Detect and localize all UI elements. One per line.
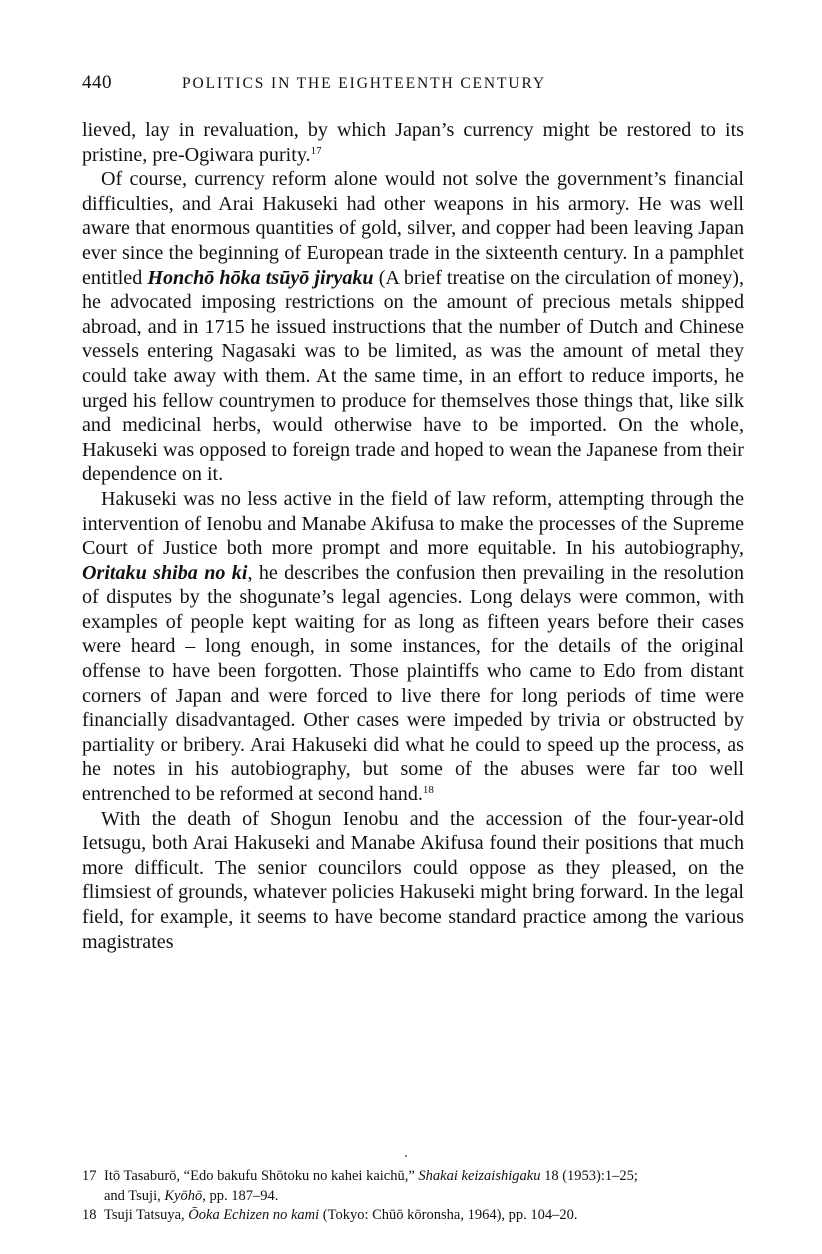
footnote-number: 18	[82, 1207, 97, 1223]
book-title: Kyōhō	[164, 1187, 203, 1204]
work-title: Oritaku shiba no ki	[82, 561, 248, 584]
footnote-separator	[405, 1155, 407, 1157]
footnote-ref[interactable]: 18	[422, 784, 434, 797]
page	[82, 72, 744, 954]
journal-title: Shakai keizaishigaku	[418, 1168, 541, 1184]
paragraph: lieved, lay in revaluation, by which Japan’s currency might be restored to its pristine, pre-Ogiwara purity.$^{17}$	[82, 119, 744, 166]
paragraph: Of course, currency reform alone would not solve the government’s financial difficulties, and Arai Hakuseki had other weapons in his armory. He was well aware that enormous quantities of gold, silver, and copper had been leaving Japan ever since the beginning of European trade in the sixteenth century. In a pamphlet entitled Honchō hōka tsūyō jiryaku (A brief treatise on the circulation of money), he advocated imposing restrictions on the amount of precious metals shipped abroad, and in 1715 he issued instructions that the number of Dutch and Chinese vessels entering Nagasaki was to be limited, as was the amount of metal they could take away with them. At the same time, in an effort to reduce imports, he urged his fellow countrymen to produce for themselves those things that, like silk and medicinal herbs, would otherwise have to be imported. On the whole, Hakuseki was opposed to foreign trade and hoped to wean the Japanese from their dependence on it.	[82, 168, 744, 486]
paragraph: Hakuseki was no less active in the field of law reform, attempting through the intervention of Ienobu and Manabe Akifusa to make the processes of the Supreme Court of Justice both more prompt and more equitable. In his autobiography, Oritaku shiba no ki, he describes the confusion then prevailing in the resolution of disputes by the shogunate’s legal agencies. Long delays were common, with examples of people kept waiting for as long as fifteen years before their cases were heard – long enough, in some instances, for the details of the original offense to have been forgotten. Those plaintiffs who came to Edo from distant corners of Japan and were forced to live there for long periods of time were financially disadvantaged. Other cases were impeded by trivia or obstructed by partiality or bribery. Arai Hakuseki did what he could to speed up the process, as he notes in his autobiography, but some of the abuses were far too well entrenched to be reformed at second hand.$^{18}$	[82, 487, 744, 806]
footnote: 18 Tsuji Tatsuya, Ōoka Echizen no kami (Tokyo: Chūō kōronsha, 1964), pp. 104–20.	[82, 1206, 744, 1226]
footnote-number: 17	[82, 1168, 97, 1184]
book-title: Ōoka Echizen no kami	[188, 1207, 320, 1223]
footnote: 17 Itō Tasaburō, “Edo bakufu Shōtoku no kahei kaichū,” Shakai keizaishigaku 18 (1953):1–25; and Tsuji, Kyōhō, pp. 187–94.	[82, 1167, 744, 1206]
body-text	[82, 118, 744, 954]
footnote-ref[interactable]: 17	[310, 144, 322, 157]
paragraph: With the death of Shogun Ienobu and the accession of the four-year-old Ietsugu, both Arai Hakuseki and Manabe Akifusa found their positions that much more difficult. The senior councilors could oppose as they pleased, on the flimsiest of grounds, whatever policies Hakuseki might bring forward. In the legal field, for example, it seems to have become standard practice among the various magistrates	[82, 807, 744, 953]
page-number: 440	[82, 72, 112, 93]
footnotes	[82, 1167, 744, 1226]
work-title: Honchō hōka tsūyō jiryaku	[147, 266, 374, 289]
running-title: POLITICS IN THE EIGHTEENTH CENTURY	[182, 75, 546, 92]
running-head	[82, 72, 744, 98]
